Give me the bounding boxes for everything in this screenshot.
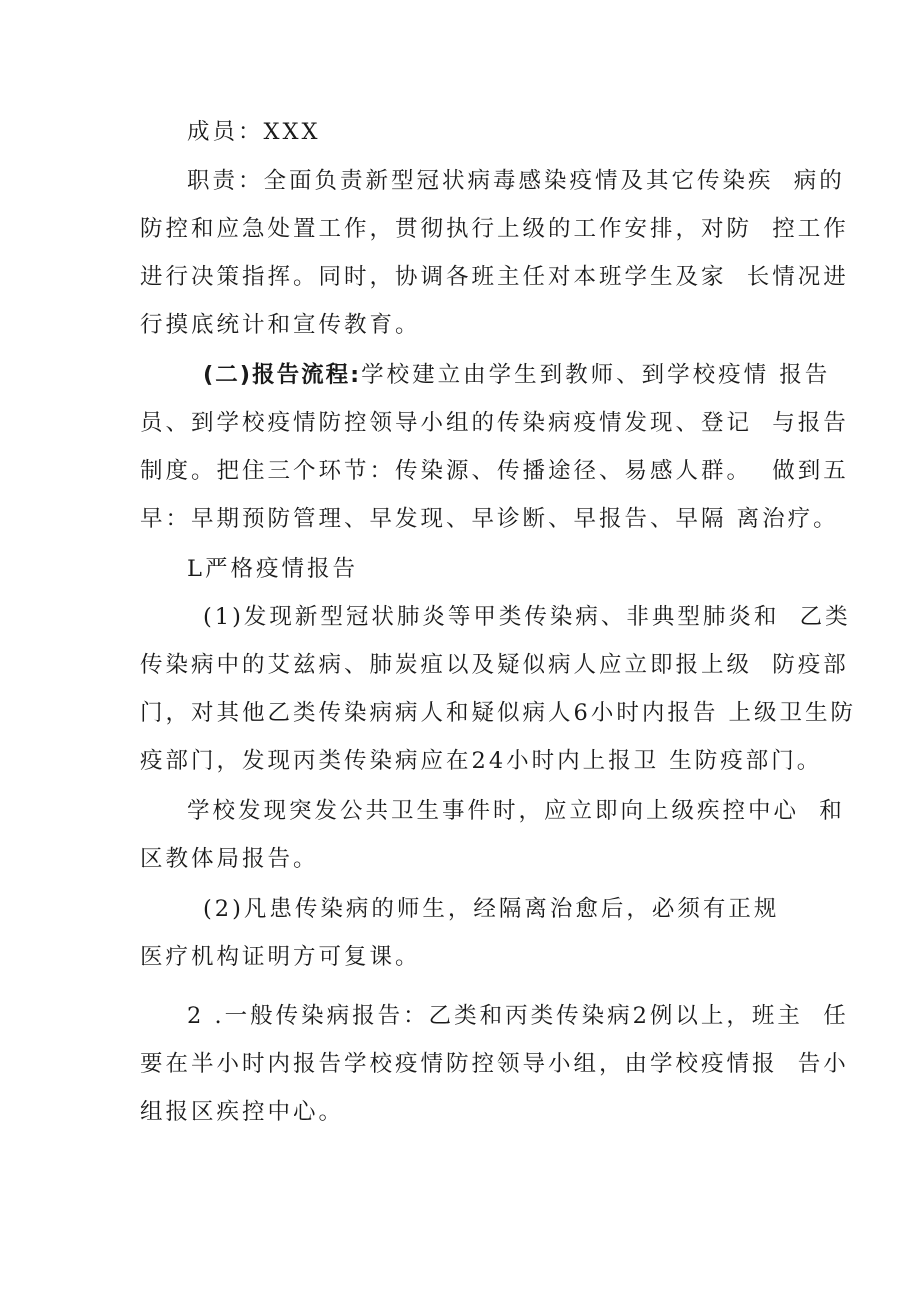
item1-line-2: 传染病中的艾兹病、肺炭疽以及疑似病人应立即报上级 防疫部 (140, 652, 849, 678)
report-flow-line-3: 制度。把住三个环节：传染源、传播途径、易感人群。 做到五 (140, 458, 849, 484)
item2-line-1: (2)凡患传染病的师生，经隔离治愈后，必须有正规 (203, 896, 780, 922)
general-report-line-3: 组报区疾控中心。 (140, 1099, 345, 1125)
item1-line-3: 门，对其他乙类传染病病人和疑似病人6小时内报告 上级卫生防 (140, 700, 856, 726)
item1-line-1: (1)发现新型冠状肺炎等甲类传染病、非典型肺炎和 乙类 (203, 604, 851, 630)
duty-line-4: 行摸底统计和宣传教育。 (140, 312, 421, 338)
duty-line-1: 职责：全面负责新型冠状病毒感染疫情及其它传染疾 病的 (187, 168, 845, 194)
general-report-line-2: 要在半小时内报告学校疫情防控领导小组，由学校疫情报 告小 (140, 1051, 849, 1077)
duty-line-3: 进行决策指挥。同时，协调各班主任对本班学生及家 长情况进 (140, 264, 849, 290)
members-line: 成员：XXX (187, 119, 321, 145)
report-flow-line-2: 员、到学校疫情防控领导小组的传染病疫情发现、登记 与报告 (140, 410, 849, 436)
general-report-line-1: 2 .一般传染病报告：乙类和丙类传染病2例以上，班主 任 (187, 1003, 849, 1029)
report-flow-text: 学校建立由学生到教师、到学校疫情 报告 (361, 362, 831, 388)
item2-line-2: 医疗机构证明方可复课。 (140, 944, 421, 970)
report-flow-line-1 (203, 364, 830, 387)
public-health-line-2: 区教体局报告。 (140, 846, 319, 872)
duty-line-2: 防控和应急处置工作，贯彻执行上级的工作安排，对防 控工作 (140, 216, 849, 242)
strict-report-heading: L严格疫情报告 (187, 556, 358, 582)
report-flow-heading: (二)报告流程: (203, 362, 362, 388)
item1-line-4: 疫部门，发现丙类传染病应在24小时内上报卫 生防疫部门。 (140, 748, 823, 774)
public-health-line-1: 学校发现突发公共卫生事件时，应立即向上级疾控中心 和 (187, 798, 845, 824)
report-flow-line-4: 早：早期预防管理、早发现、早诊断、早报告、早隔 离治疗。 (140, 506, 839, 532)
